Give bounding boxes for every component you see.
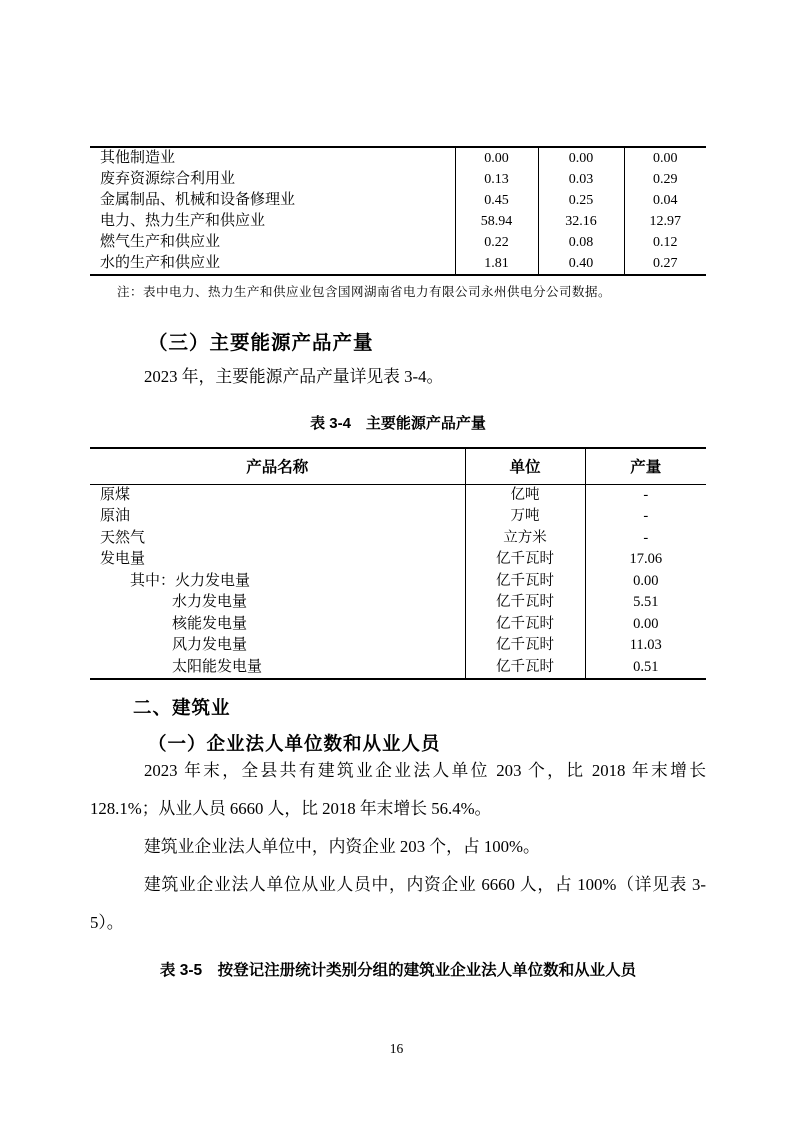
value-cell: 5.51	[585, 592, 706, 614]
table-row	[90, 484, 706, 506]
value-cell: 0.27	[624, 253, 706, 275]
table-row	[90, 190, 706, 211]
value-cell: 58.94	[455, 211, 538, 232]
paragraph: 建筑业企业法人单位中，内资企业 203 个，占 100%。	[144, 837, 540, 856]
table-row	[90, 614, 706, 636]
industry-energy-consumption-table	[90, 146, 706, 276]
product-name: 其中：火力发电量	[130, 572, 251, 589]
industry-name: 燃气生产和供应业	[100, 234, 221, 250]
value-cell: 0.03	[538, 169, 624, 190]
value-cell: 0.12	[624, 232, 706, 253]
energy-products-table	[90, 447, 706, 680]
unit-cell: 亿千瓦时	[465, 614, 585, 636]
table-row	[90, 635, 706, 657]
product-name: 天然气	[100, 529, 146, 546]
table-row	[90, 211, 706, 232]
value-cell: 11.03	[585, 635, 706, 657]
table-footnote: 注：表中电力、热力生产和供应业包含国网湖南省电力有限公司永州供电分公司数据。	[117, 285, 612, 299]
product-name: 原煤	[100, 486, 131, 503]
unit-cell: 亿吨	[465, 484, 585, 506]
table-3-5-caption: 表 3-5 按登记注册统计类别分组的建筑业企业法人单位数和从业人员	[159, 962, 637, 979]
product-name: 核能发电量	[172, 615, 248, 632]
paragraph: 建筑业企业法人单位从业人员中，内资企业 6660 人，占 100%（详见表 3-5）。	[90, 875, 706, 932]
value-cell: 0.00	[455, 147, 538, 169]
table-row	[90, 592, 706, 614]
value-cell: 0.00	[538, 147, 624, 169]
paragraph: 2023 年末，全县共有建筑业企业法人单位 203 个，比 2018 年末增长 128.1%；从业人员 6660 人，比 2018 年末增长 56.4%。	[90, 761, 706, 818]
value-cell: 0.08	[538, 232, 624, 253]
product-name: 太阳能发电量	[172, 658, 263, 675]
value-cell: 0.00	[624, 147, 706, 169]
value-cell: -	[585, 528, 706, 550]
industry-name: 其他制造业	[100, 150, 176, 166]
value-cell: 0.45	[455, 190, 538, 211]
value-cell: 32.16	[538, 211, 624, 232]
value-cell: 0.13	[455, 169, 538, 190]
section-heading-construction: 二、建筑业	[133, 697, 231, 718]
industry-name: 电力、热力生产和供应业	[100, 213, 266, 229]
unit-cell: 亿千瓦时	[465, 571, 585, 593]
industry-name: 金属制品、机械和设备修理业	[100, 192, 296, 208]
value-cell: 1.81	[455, 253, 538, 275]
value-cell: 0.00	[585, 614, 706, 636]
table-row	[90, 147, 706, 169]
header-row	[90, 448, 706, 484]
column-header-unit: 单位	[465, 448, 585, 484]
column-header-output: 产量	[585, 448, 706, 484]
unit-cell: 亿千瓦时	[465, 592, 585, 614]
table-row	[90, 549, 706, 571]
value-cell: 0.22	[455, 232, 538, 253]
industry-name: 水的生产和供应业	[100, 255, 221, 271]
value-cell: 17.06	[585, 549, 706, 571]
unit-cell: 亿千瓦时	[465, 657, 585, 680]
construction-paragraphs	[90, 752, 706, 942]
table-row	[90, 571, 706, 593]
value-cell: -	[585, 484, 706, 506]
page-number: 16	[389, 1041, 404, 1056]
product-name: 水力发电量	[172, 594, 248, 610]
unit-cell: 万吨	[465, 506, 585, 528]
product-name: 风力发电量	[172, 637, 248, 653]
table-row	[90, 528, 706, 550]
value-cell: 0.40	[538, 253, 624, 275]
table-row	[90, 169, 706, 190]
value-cell: 0.25	[538, 190, 624, 211]
column-header-product: 产品名称	[90, 448, 465, 484]
product-name: 发电量	[100, 551, 146, 567]
unit-cell: 亿千瓦时	[465, 635, 585, 657]
subsection-heading-legal-units: （一）企业法人单位数和从业人员	[148, 735, 441, 755]
table-row	[90, 253, 706, 275]
energy-intro-paragraph: 2023 年，主要能源产品产量详见表 3-4。	[144, 367, 444, 386]
section-heading-energy-products: （三）主要能源产品产量	[148, 333, 374, 354]
table-row	[90, 506, 706, 528]
value-cell: -	[585, 506, 706, 528]
value-cell: 0.51	[585, 657, 706, 680]
unit-cell: 立方米	[465, 528, 585, 550]
table-row	[90, 657, 706, 680]
value-cell: 0.04	[624, 190, 706, 211]
value-cell: 0.00	[585, 571, 706, 593]
value-cell: 12.97	[624, 211, 706, 232]
industry-name: 废弃资源综合利用业	[100, 171, 236, 187]
table-3-4-caption: 表 3-4 主要能源产品产量	[310, 415, 486, 432]
table-row	[90, 232, 706, 253]
value-cell: 0.29	[624, 169, 706, 190]
product-name: 原油	[100, 508, 131, 524]
unit-cell: 亿千瓦时	[465, 549, 585, 571]
